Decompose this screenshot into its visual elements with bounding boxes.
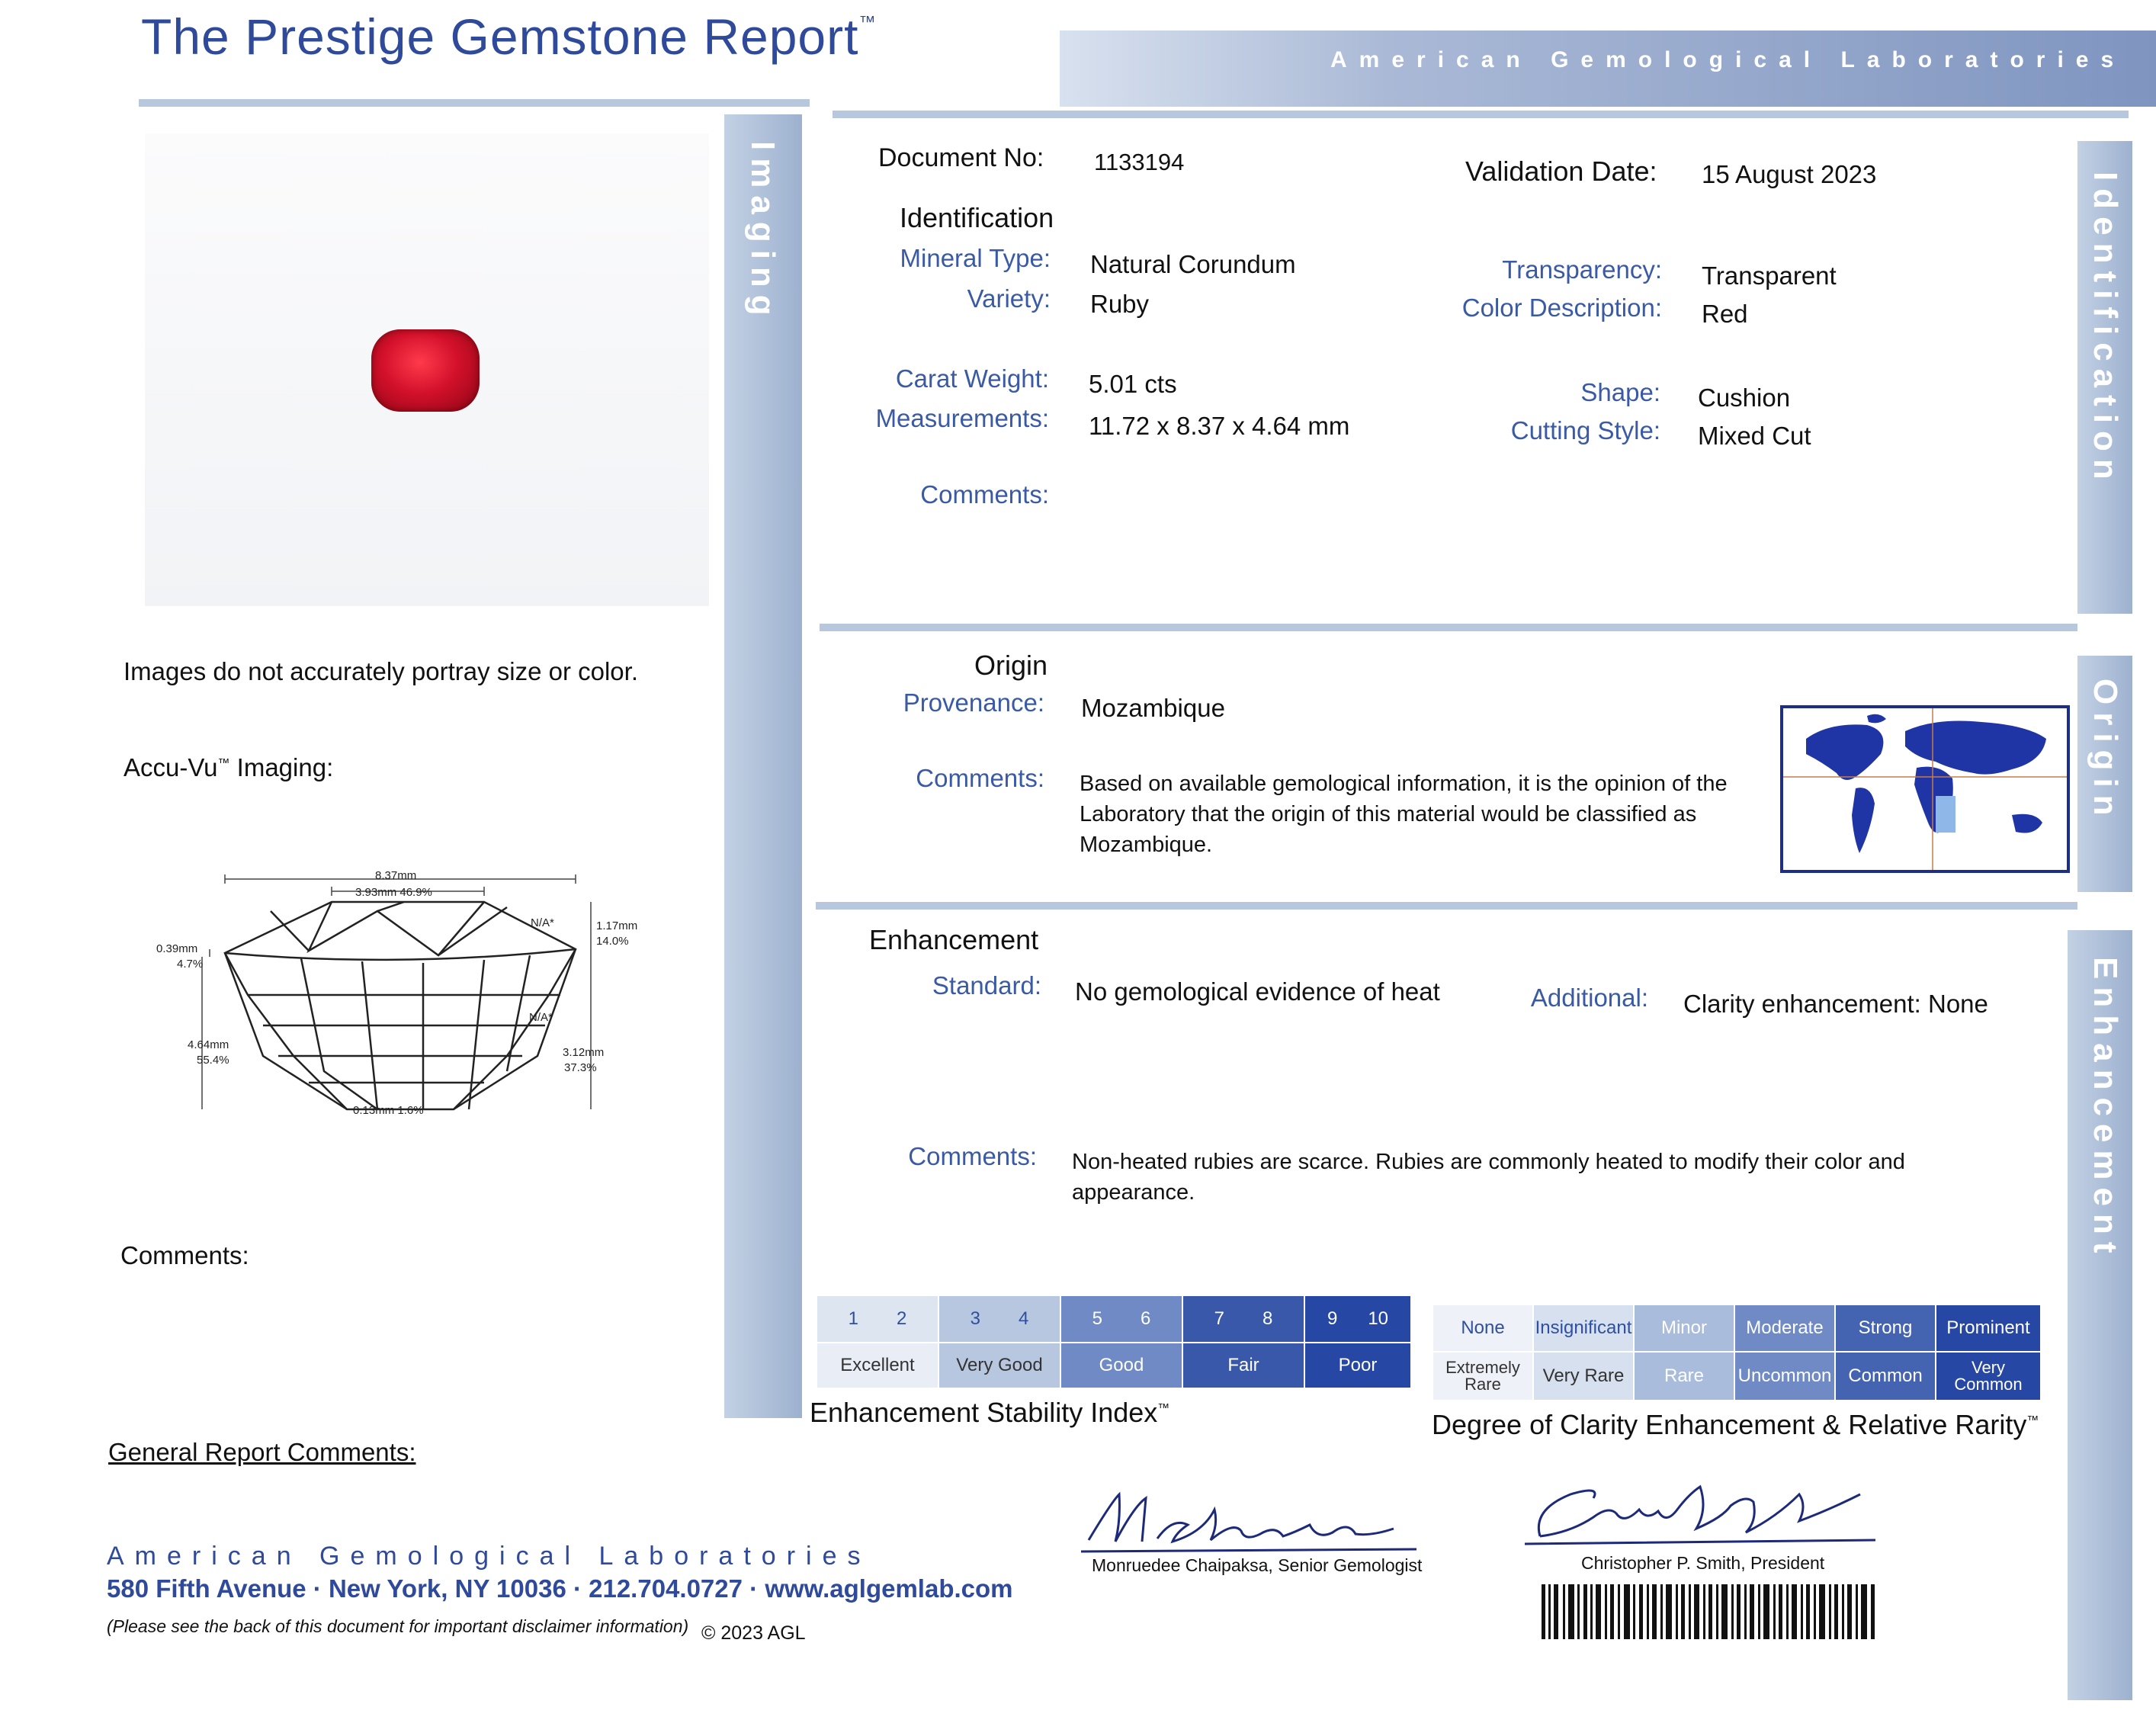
measurements: 11.72 x 8.37 x 4.64 mm bbox=[1089, 412, 1350, 440]
rarity-very-rare: Very Rare bbox=[1534, 1353, 1633, 1400]
divider bbox=[816, 902, 2077, 910]
identification-heading: Identification bbox=[900, 202, 1054, 233]
stability-number-group: 1 2 bbox=[817, 1296, 938, 1342]
carat-weight: 5.01 cts bbox=[1089, 370, 1177, 398]
enhancement-comment-line: Non-heated rubies are scarce. Rubies are commonly heated to modify their color and bbox=[1072, 1150, 1905, 1174]
identification-comments-label: Comments: bbox=[920, 480, 1049, 509]
stability-index-caption: Enhancement Stability Index™ bbox=[810, 1397, 1170, 1428]
measurements-label: Measurements: bbox=[875, 404, 1049, 432]
degree-none: None bbox=[1433, 1305, 1532, 1351]
dim-table: 3.93mm 46.9% bbox=[355, 886, 432, 899]
rarity-common: Common bbox=[1836, 1353, 1935, 1400]
cutting-style: Mixed Cut bbox=[1698, 422, 1811, 450]
shape-label: Shape: bbox=[1580, 378, 1660, 406]
transparency-label: Transparency: bbox=[1502, 255, 1662, 284]
degree-prominent: Prominent bbox=[1936, 1305, 2040, 1351]
grade-fair: Fair bbox=[1183, 1343, 1304, 1388]
degree-moderate: Moderate bbox=[1735, 1305, 1834, 1351]
validation-date: 15 August 2023 bbox=[1702, 160, 1877, 188]
mineral-type: Natural Corundum bbox=[1090, 250, 1296, 278]
continents bbox=[1806, 714, 2046, 853]
divider bbox=[139, 99, 810, 107]
dim-depth: 4.64mm bbox=[188, 1038, 229, 1051]
validation-date-label: Validation Date: bbox=[1465, 156, 1657, 187]
dim-crown-right-pct: 14.0% bbox=[596, 935, 629, 948]
identification-tab: Identification bbox=[2087, 172, 2124, 487]
stability-number-group: 3 4 bbox=[939, 1296, 1060, 1342]
stability-number-group: 9 10 bbox=[1305, 1296, 1410, 1342]
accu-vu-label: Accu-Vu™ Imaging: bbox=[124, 753, 334, 781]
report-title: The Prestige Gemstone Report™ bbox=[141, 8, 877, 65]
divider bbox=[820, 624, 2077, 631]
barcode bbox=[1542, 1584, 1877, 1639]
dimension-lines bbox=[202, 874, 591, 1109]
enhancement-tab: Enhancement bbox=[2087, 957, 2124, 1261]
color-description-label: Color Description: bbox=[1461, 294, 1662, 322]
enhancement-heading: Enhancement bbox=[869, 924, 1039, 955]
mozambique-highlight bbox=[1936, 796, 1955, 833]
signature-right bbox=[1525, 1464, 1898, 1555]
stability-number-group: 7 8 bbox=[1183, 1296, 1304, 1342]
stability-index-scale bbox=[817, 1296, 1410, 1389]
enhancement-comments-label: Comments: bbox=[908, 1142, 1037, 1170]
carat-weight-label: Carat Weight: bbox=[895, 364, 1049, 393]
world-map bbox=[1780, 705, 2070, 873]
signature-left bbox=[1081, 1479, 1432, 1563]
dim-pavilion: 3.12mm bbox=[563, 1046, 605, 1059]
dim-culet: 0.13mm 1.6% bbox=[353, 1104, 424, 1117]
facet-lines bbox=[225, 902, 576, 1109]
degree-insignificant: Insignificant bbox=[1534, 1305, 1633, 1351]
proportion-diagram bbox=[149, 865, 667, 1140]
cutting-style-label: Cutting Style: bbox=[1510, 416, 1660, 444]
rarity-very-common: Very Common bbox=[1936, 1353, 2040, 1400]
footer-copyright: © 2023 AGL bbox=[701, 1622, 806, 1644]
ruby-gem-image bbox=[371, 329, 480, 412]
document-no: 1133194 bbox=[1094, 149, 1185, 175]
degree-minor: Minor bbox=[1635, 1305, 1734, 1351]
grade-excellent: Excellent bbox=[817, 1343, 938, 1388]
variety-label: Variety: bbox=[967, 284, 1051, 313]
origin-comment-line: Based on available gemological information, it is the opinion of the bbox=[1080, 772, 1728, 796]
signatory-left: Monruedee Chaipaksa, Senior Gemologist bbox=[1092, 1555, 1423, 1575]
origin-comment-line: Laboratory that the origin of this material would be classified as bbox=[1080, 802, 1697, 826]
variety: Ruby bbox=[1090, 290, 1150, 318]
dim-crown-right: 1.17mm bbox=[596, 919, 638, 932]
clarity-rarity-scale bbox=[1433, 1305, 2040, 1401]
degree-strong: Strong bbox=[1836, 1305, 1935, 1351]
additional-label: Additional: bbox=[1530, 984, 1648, 1012]
origin-comments-label: Comments: bbox=[916, 764, 1044, 792]
left-comments-label: Comments: bbox=[120, 1241, 249, 1269]
header-lab-name: American Gemological Laboratories bbox=[1330, 47, 2126, 72]
shape: Cushion bbox=[1698, 383, 1791, 412]
footer-disclaimer: (Please see the back of this document for important disclaimer information) bbox=[107, 1616, 689, 1636]
footer-address: 580 Fifth Avenue · New York, NY 10036 · 212.704.0727 · www.aglgemlab.com bbox=[107, 1574, 1013, 1603]
origin-tab: Origin bbox=[2087, 679, 2124, 823]
general-comments-label: General Report Comments: bbox=[108, 1438, 416, 1466]
origin-heading: Origin bbox=[974, 650, 1048, 681]
rarity-rare: Rare bbox=[1635, 1353, 1734, 1400]
rarity-extremely-rare: Extremely Rare bbox=[1433, 1353, 1532, 1400]
additional: Clarity enhancement: None bbox=[1683, 990, 1988, 1018]
signatory-right: Christopher P. Smith, President bbox=[1581, 1553, 1825, 1573]
girdle-line bbox=[225, 949, 576, 960]
provenance-label: Provenance: bbox=[903, 688, 1044, 717]
gem-outline bbox=[225, 902, 576, 1109]
grade-very-good: Very Good bbox=[939, 1343, 1060, 1388]
standard-label: Standard: bbox=[932, 971, 1041, 1000]
dim-crown-left-pct: 4.7% bbox=[177, 958, 204, 971]
dim-pavilion-pct: 37.3% bbox=[564, 1061, 597, 1074]
dim-na-mid: N/A* bbox=[529, 1011, 553, 1024]
mineral-type-label: Mineral Type: bbox=[900, 244, 1051, 272]
origin-comment-line: Mozambique. bbox=[1080, 833, 1213, 857]
stability-number-group: 5 6 bbox=[1061, 1296, 1182, 1342]
grade-poor: Poor bbox=[1305, 1343, 1410, 1388]
document-no-label: Document No: bbox=[878, 143, 1044, 172]
standard: No gemological evidence of heat bbox=[1075, 977, 1440, 1006]
dim-depth-pct: 55.4% bbox=[197, 1054, 229, 1067]
color-description: Red bbox=[1702, 300, 1748, 328]
image-disclaimer: Images do not accurately portray size or color. bbox=[124, 657, 638, 685]
imaging-tab: Imaging bbox=[744, 141, 781, 323]
footer-lab-name: American Gemological Laboratories bbox=[107, 1542, 871, 1571]
dim-width: 8.37mm bbox=[375, 869, 417, 882]
dim-na-top: N/A* bbox=[531, 916, 554, 929]
clarity-rarity-caption: Degree of Clarity Enhancement & Relative Rarity™ bbox=[1432, 1409, 2039, 1440]
dim-crown-left: 0.39mm bbox=[156, 942, 198, 955]
transparency: Transparent bbox=[1702, 262, 1837, 290]
provenance: Mozambique bbox=[1081, 694, 1225, 722]
rarity-uncommon: Uncommon bbox=[1735, 1353, 1834, 1400]
divider bbox=[833, 111, 2129, 118]
enhancement-comment-line: appearance. bbox=[1072, 1180, 1195, 1205]
grade-good: Good bbox=[1061, 1343, 1182, 1388]
